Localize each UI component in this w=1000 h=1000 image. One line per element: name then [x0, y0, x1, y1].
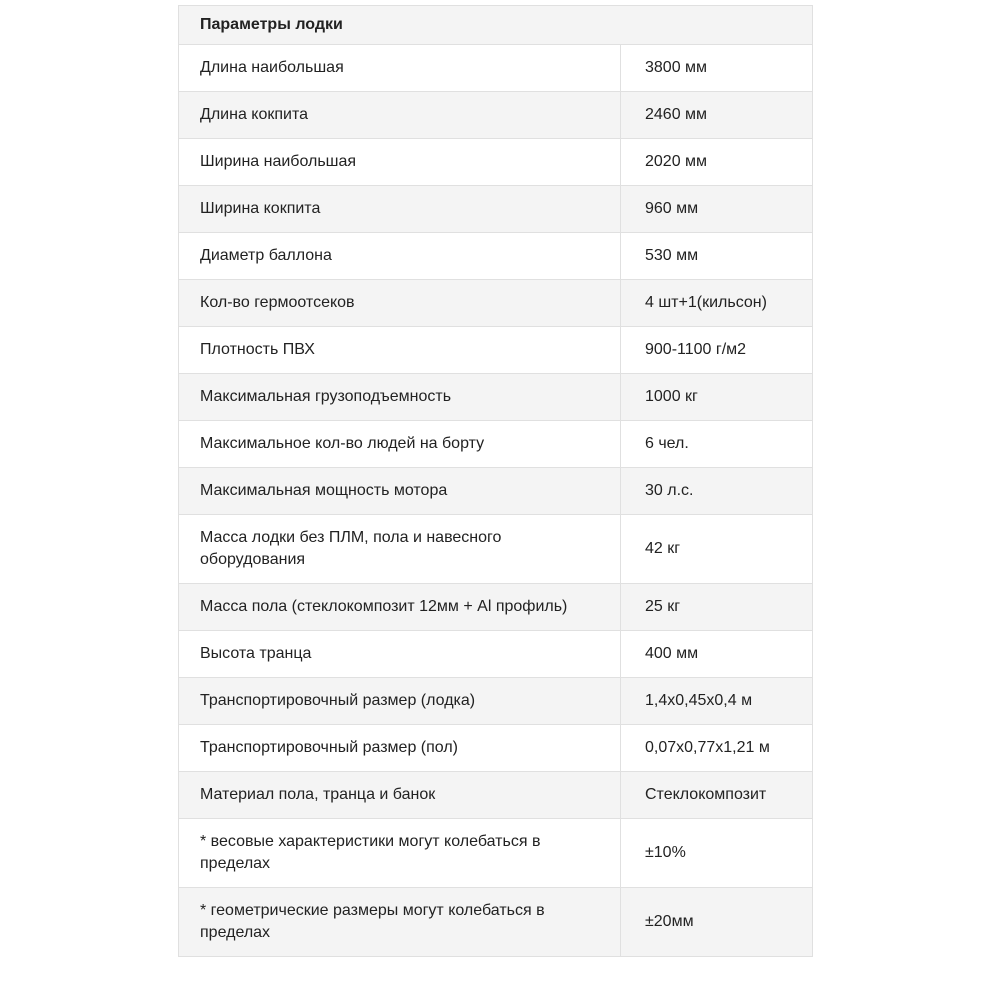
spec-value: ±10% [621, 819, 813, 888]
table-row [179, 280, 813, 327]
table-row [179, 584, 813, 631]
spec-value: 30 л.с. [621, 468, 813, 515]
table-header-row [179, 6, 813, 45]
table-row [179, 725, 813, 772]
spec-value: 2020 мм [621, 139, 813, 186]
table-row [179, 45, 813, 92]
spec-value: 960 мм [621, 186, 813, 233]
table-row [179, 374, 813, 421]
spec-label: Ширина кокпита [179, 186, 621, 233]
spec-value: 2460 мм [621, 92, 813, 139]
boat-specs-table [178, 5, 813, 957]
spec-label: Максимальная мощность мотора [179, 468, 621, 515]
spec-label: * весовые характеристики могут колебаться в пределах [179, 819, 621, 888]
spec-label: Кол-во гермоотсеков [179, 280, 621, 327]
spec-value: 25 кг [621, 584, 813, 631]
spec-label: Максимальная грузоподъемность [179, 374, 621, 421]
spec-value: 1000 кг [621, 374, 813, 421]
spec-value: 4 шт+1(кильсон) [621, 280, 813, 327]
table-row [179, 515, 813, 584]
table-row [179, 468, 813, 515]
spec-value: 400 мм [621, 631, 813, 678]
spec-label: Диаметр баллона [179, 233, 621, 280]
table-row [179, 678, 813, 725]
spec-value: Стеклокомпозит [621, 772, 813, 819]
spec-label: Плотность ПВХ [179, 327, 621, 374]
table-row [179, 819, 813, 888]
table-row [179, 772, 813, 819]
spec-value: 900-1100 г/м2 [621, 327, 813, 374]
table-row [179, 186, 813, 233]
table-row [179, 631, 813, 678]
table-row [179, 139, 813, 186]
table-row [179, 421, 813, 468]
spec-label: Материал пола, транца и банок [179, 772, 621, 819]
spec-value: 42 кг [621, 515, 813, 584]
spec-label: * геометрические размеры могут колебаться в пределах [179, 888, 621, 957]
table-row [179, 888, 813, 957]
table-row [179, 327, 813, 374]
table-row [179, 233, 813, 280]
spec-value: 1,4х0,45х0,4 м [621, 678, 813, 725]
spec-label: Длина кокпита [179, 92, 621, 139]
spec-value: ±20мм [621, 888, 813, 957]
spec-label: Масса пола (стеклокомпозит 12мм + Al профиль) [179, 584, 621, 631]
spec-label: Максимальное кол-во людей на борту [179, 421, 621, 468]
spec-label: Длина наибольшая [179, 45, 621, 92]
table-row [179, 92, 813, 139]
spec-value: 530 мм [621, 233, 813, 280]
spec-label: Транспортировочный размер (лодка) [179, 678, 621, 725]
spec-label: Ширина наибольшая [179, 139, 621, 186]
spec-label: Транспортировочный размер (пол) [179, 725, 621, 772]
spec-value: 3800 мм [621, 45, 813, 92]
spec-value: 0,07х0,77х1,21 м [621, 725, 813, 772]
spec-value: 6 чел. [621, 421, 813, 468]
boat-specs-section [178, 5, 812, 957]
spec-label: Высота транца [179, 631, 621, 678]
table-title: Параметры лодки [179, 6, 813, 45]
spec-label: Масса лодки без ПЛМ, пола и навесного оборудования [179, 515, 621, 584]
